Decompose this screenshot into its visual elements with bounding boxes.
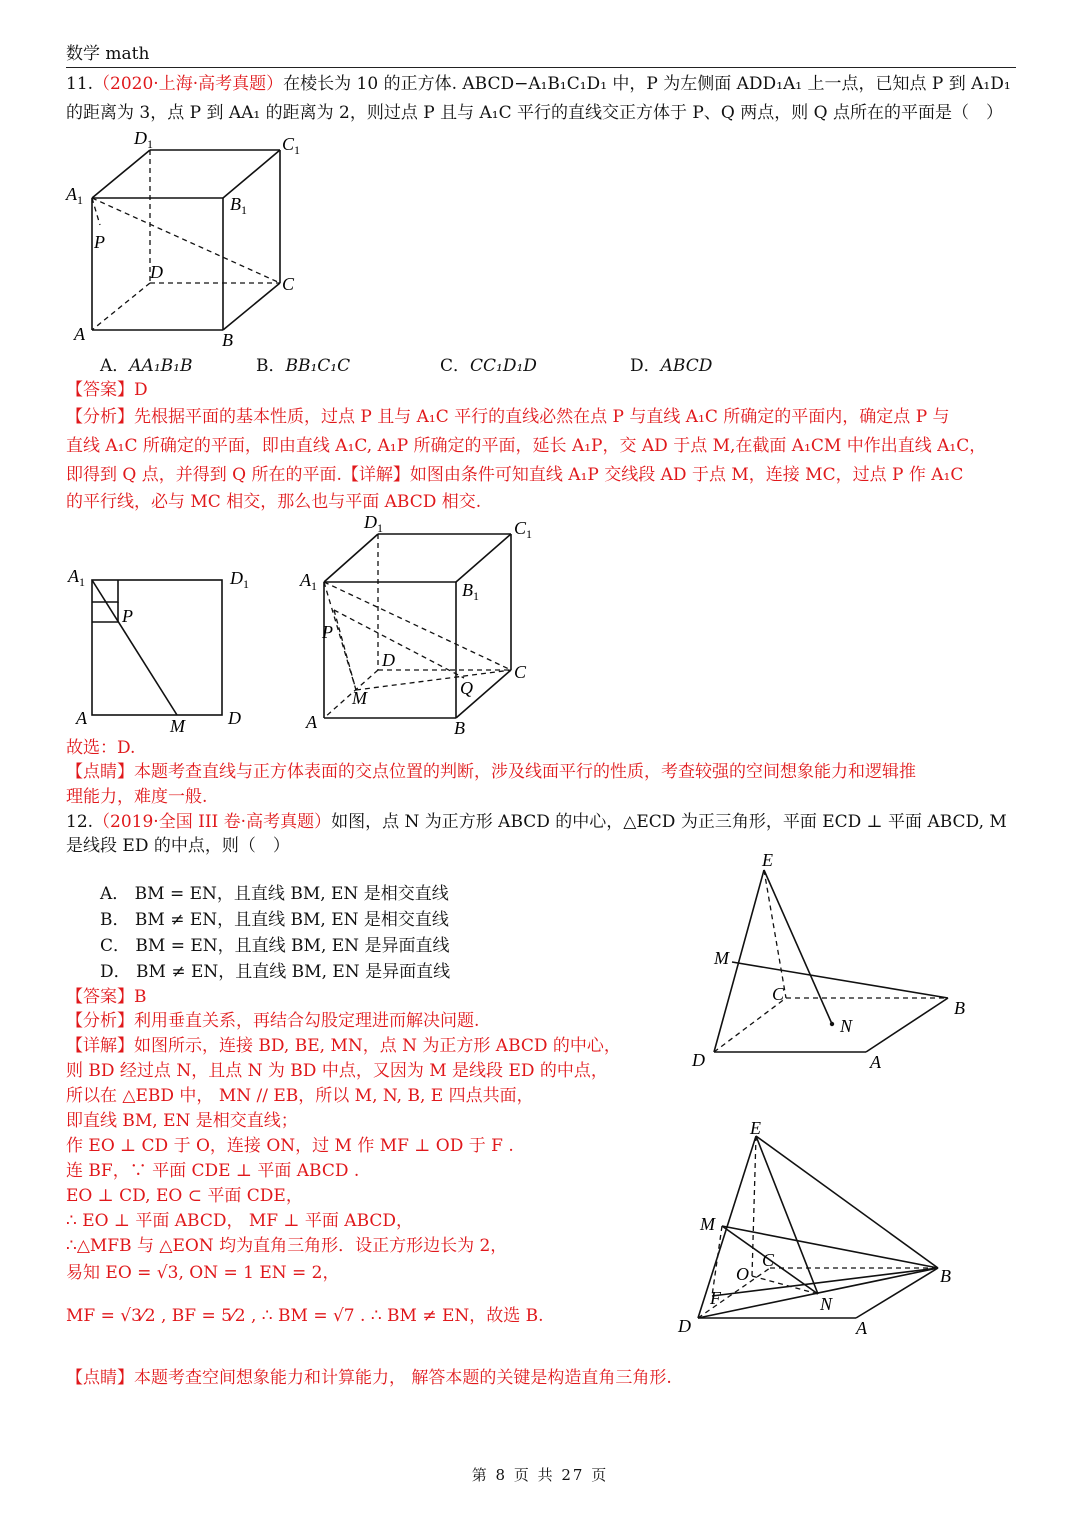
q12-answer: 【答案】B	[66, 987, 147, 1007]
q12-analysis: 【分析】利用垂直关系，再结合勾股定理进而解决问题.	[66, 1011, 480, 1031]
fig2-label-C: C	[762, 1250, 775, 1270]
fig2-label-F: F	[710, 1288, 721, 1308]
q12-number: 12.	[66, 812, 94, 832]
fig2-label-A: A	[856, 1318, 867, 1338]
q12-option-c[interactable]: C． BM = EN，且直线 BM, EN 是异面直线	[100, 936, 450, 956]
q12-detail-2: 则 BD 经过点 N，且点 N 为 BD 中点，又因为 M 是线段 ED 的中点，	[66, 1061, 608, 1081]
fig1-label-C: C	[772, 984, 785, 1004]
q12-detail-1: 【详解】如图所示，连接 BD, BE, MN，点 N 为正方形 ABCD 的中心，	[66, 1036, 621, 1056]
q11-option-d-text: ABCD	[660, 356, 713, 376]
q12-option-a[interactable]: A． BM = EN，且直线 BM, EN 是相交直线	[100, 884, 449, 904]
q11-comment-1: 【点睛】本题考查直线与正方体表面的交点位置的判断，涉及线面平行的性质，考查较强的空间想象能力和逻辑推	[66, 762, 916, 782]
page-footer: 第 8 页 共 27 页	[471, 1466, 609, 1484]
face-label-P: P	[122, 606, 133, 626]
fig1-label-B: B	[954, 998, 965, 1018]
label-C: C	[282, 274, 295, 294]
q12-detail-11: MF = √3⁄2 , BF = 5⁄2 , ∴ BM = √7 . ∴ BM ≠ EN，故选 B.	[66, 1306, 544, 1326]
label-B: B	[222, 330, 233, 348]
sec-label-A: A	[306, 712, 317, 732]
face-label-A1: $A_1$	[68, 566, 85, 589]
page-header: 数学 math	[66, 44, 150, 64]
q12-source: （2019·全国 III 卷·高考真题）	[93, 812, 332, 832]
label-A: A	[74, 324, 85, 344]
q11-option-a-text: AA₁B₁B	[129, 356, 193, 376]
fig2-label-M: M	[700, 1214, 715, 1234]
sec-label-C: C	[514, 662, 527, 682]
fig2-label-D: D	[678, 1316, 691, 1336]
face-label-A: A	[76, 708, 87, 728]
sec-label-C1: $C_1$	[514, 518, 533, 541]
q11-analysis-4: 的平行线，必与 MC 相交，那么也与平面 ABCD 相交.	[66, 492, 482, 512]
q12-detail-8: ∴ EO ⊥ 平面 ABCD， MF ⊥ 平面 ABCD，	[66, 1211, 414, 1231]
q12-detail-5: 作 EO ⊥ CD 于 O，连接 ON，过 M 作 MF ⊥ OD 于 F .	[66, 1136, 514, 1156]
label-A1: $A_1$	[66, 184, 83, 207]
q12-comment: 【点睛】本题考查空间想象能力和计算能力， 解答本题的关键是构造直角三角形.	[66, 1368, 672, 1388]
q12-detail-9: ∴△MFB 与 △EON 均为直角三角形．设正方形边长为 2，	[66, 1236, 508, 1256]
q11-choice: 故选：D.	[66, 738, 136, 758]
q11-cube-figure	[60, 128, 320, 348]
fig1-label-M: M	[714, 948, 729, 968]
face-label-D1: $D_1$	[230, 568, 249, 591]
q12-option-d[interactable]: D． BM ≠ EN，且直线 BM, EN 是异面直线	[100, 962, 451, 982]
header-divider	[66, 67, 1016, 68]
q11-analysis-2: 直线 A₁C 所确定的平面，即由直线 A₁C, A₁P 所确定的平面，延长 A₁P，交 AD 于点 M,在截面 A₁CM 中作出直线 A₁C，	[66, 436, 987, 456]
q12-detail-10: 易知 EO = √3, ON = 1 EN = 2，	[66, 1263, 340, 1283]
label-B1: $B_1$	[230, 194, 247, 217]
fig1-label-E: E	[762, 850, 773, 870]
q12-detail-4: 即直线 BM, EN 是相交直线；	[66, 1111, 298, 1131]
sec-label-Q: Q	[460, 678, 473, 698]
q12-figure-2	[676, 1116, 976, 1348]
sec-label-B1: $B_1$	[462, 580, 479, 603]
q12-detail-3: 所以在 △EBD 中， MN // EB，所以 M, N, B, E 四点共面，	[66, 1086, 534, 1106]
q11-option-c[interactable]: C．CC₁D₁D	[440, 356, 537, 376]
fig2-label-B: B	[940, 1266, 951, 1286]
fig2-label-N: N	[820, 1294, 833, 1314]
q12-detail-6: 连 BF，∵ 平面 CDE ⊥ 平面 ABCD .	[66, 1161, 360, 1181]
face-label-M: M	[170, 716, 185, 736]
sec-label-D: D	[382, 650, 395, 670]
q11-number: 11.	[66, 74, 94, 94]
label-P: P	[94, 232, 105, 252]
fig2-label-O: O	[736, 1264, 749, 1284]
sec-label-A1: $A_1$	[300, 570, 317, 593]
q12-figure-1	[684, 850, 984, 1080]
q11-option-b-text: BB₁C₁C	[285, 356, 351, 376]
q12-stem-line1	[66, 810, 1007, 834]
fig2-label-E: E	[750, 1118, 761, 1138]
sec-label-B: B	[454, 718, 465, 738]
q11-stem-line1	[66, 72, 1011, 96]
q11-analysis-1: 【分析】先根据平面的基本性质，过点 P 且与 A₁C 平行的直线必然在点 P 与直线 A₁C 所确定的平面内，确定点 P 与	[66, 407, 950, 427]
fig1-label-A: A	[870, 1052, 881, 1072]
sec-label-D1: $D_1$	[364, 512, 383, 535]
q11-stem-text1: 在棱长为 10 的正方体. ABCD−A₁B₁C₁D₁ 中，P 为左侧面 ADD₁A₁ 上一点，已知点 P 到 A₁D₁	[283, 74, 1011, 94]
q11-stem-line2: 的距离为 3，点 P 到 AA₁ 的距离为 2，则过点 P 且与 A₁C 平行的直线交正方体于 P、Q 两点，则 Q 点所在的平面是（ ）	[66, 103, 1003, 123]
q11-option-d[interactable]: D．ABCD	[630, 356, 713, 376]
sec-label-M: M	[352, 688, 367, 708]
q12-stem-text1: 如图，点 N 为正方形 ABCD 的中心，△ECD 为正三角形，平面 ECD ⊥ 平面 ABCD, M	[331, 812, 1007, 832]
q11-analysis-3: 即得到 Q 点，并得到 Q 所在的平面.【详解】如图由条件可知直线 A₁P 交线段 AD 于点 M，连接 MC，过点 P 作 A₁C	[66, 465, 964, 485]
fig1-label-N: N	[840, 1016, 853, 1036]
q12-option-b[interactable]: B． BM ≠ EN，且直线 BM, EN 是相交直线	[100, 910, 449, 930]
q11-option-c-text: CC₁D₁D	[470, 356, 537, 376]
q11-face-figure	[62, 560, 262, 740]
q11-option-a[interactable]: A．AA₁B₁B	[100, 356, 193, 376]
q11-source: （2020·上海·高考真题）	[93, 74, 284, 94]
label-D1: $D_1$	[134, 128, 153, 151]
q11-comment-2: 理能力，难度一般.	[66, 787, 208, 807]
q11-answer: 【答案】D	[66, 380, 148, 400]
fig1-label-D: D	[692, 1050, 705, 1070]
face-label-D: D	[228, 708, 241, 728]
sec-label-P: P	[322, 622, 333, 642]
q12-stem-line2: 是线段 ED 的中点，则（ ）	[66, 836, 290, 856]
q12-detail-7: EO ⊥ CD, EO ⊂ 平面 CDE，	[66, 1186, 303, 1206]
q11-option-b[interactable]: B．BB₁C₁C	[256, 356, 351, 376]
label-C1: $C_1$	[282, 134, 301, 157]
q11-section-figure	[296, 510, 556, 742]
label-D: D	[150, 262, 163, 282]
